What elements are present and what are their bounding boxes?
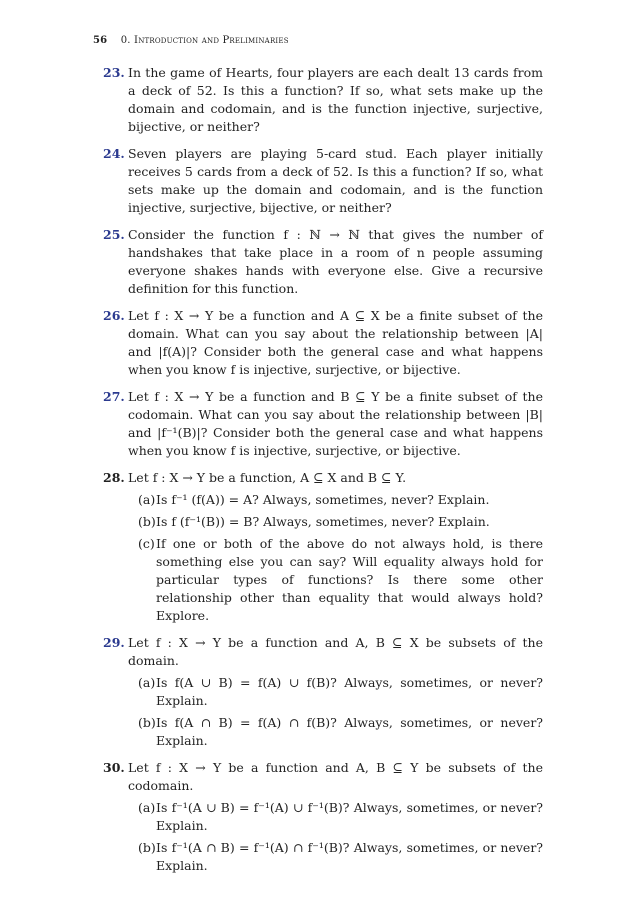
- exercise-part: [128, 714, 543, 750]
- part-text: Is f(A ∪ B) = f(A) ∪ f(B)? Always, sometimes, or never? Explain.: [156, 675, 543, 708]
- exercise-part: [128, 535, 543, 625]
- exercise-list: [103, 64, 543, 884]
- part-text: Is f(A ∩ B) = f(A) ∩ f(B)? Always, sometimes, or never? Explain.: [156, 715, 543, 748]
- exercise-27: [103, 388, 543, 460]
- exercise-number: 24.: [103, 146, 125, 161]
- part-label: (c): [138, 536, 155, 551]
- part-label: (b): [138, 514, 156, 529]
- exercise-part: [128, 513, 543, 531]
- exercise-text: Seven players are playing 5-card stud. Each player initially receives 5 cards from a deck of 52. Is this a function? If so, what sets make up the domain and codomain, and is the function injective, surjective, bijective, or neither?: [128, 146, 543, 215]
- exercise-29: [103, 634, 543, 750]
- exercise-part: [128, 839, 543, 875]
- exercise-part: [128, 674, 543, 710]
- exercise-26: [103, 307, 543, 379]
- exercise-24: [103, 145, 543, 217]
- exercise-text: Let f : X → Y be a function and B ⊆ Y be a finite subset of the codomain. What can you say about the relationship between |B| and |f⁻¹(B)|? Consider both the general case and what happens when you know f is injective, surjective, or bijective.: [128, 389, 543, 458]
- exercise-23: [103, 64, 543, 136]
- exercise-number: 25.: [103, 227, 125, 242]
- exercise-number: 27.: [103, 389, 125, 404]
- exercise-number: 29.: [103, 635, 125, 650]
- exercise-number: 28.: [103, 470, 125, 485]
- part-text: Is f⁻¹ (f(A)) = A? Always, sometimes, never? Explain.: [156, 492, 490, 507]
- exercise-part: [128, 491, 543, 509]
- exercise-text: Let f : X → Y be a function and A, B ⊆ X be subsets of the domain.: [128, 635, 543, 668]
- exercise-number: 30.: [103, 760, 125, 775]
- part-label: (a): [138, 675, 156, 690]
- page-number: 56: [93, 35, 108, 46]
- part-text: Is f⁻¹(A ∩ B) = f⁻¹(A) ∩ f⁻¹(B)? Always, sometimes, or never? Explain.: [156, 840, 543, 873]
- exercise-30: [103, 759, 543, 875]
- part-label: (b): [138, 715, 156, 730]
- exercise-text: Consider the function f : ℕ → ℕ that gives the number of handshakes that take place in a room of n people assuming everyone shakes hands with everyone else. Give a recursive definition for this function.: [128, 227, 543, 296]
- exercise-number: 23.: [103, 65, 125, 80]
- part-text: Is f (f⁻¹(B)) = B? Always, sometimes, never? Explain.: [156, 514, 490, 529]
- exercise-text: Let f : X → Y be a function and A, B ⊆ Y be subsets of the codomain.: [128, 760, 543, 793]
- exercise-text: Let f : X → Y be a function and A ⊆ X be a finite subset of the domain. What can you say about the relationship between |A| and |f(A)|? Consider both the general case and what happens when you know f is injective, surjective, or bijective.: [128, 308, 543, 377]
- exercise-text: Let f : X → Y be a function, A ⊆ X and B ⊆ Y.: [128, 470, 407, 485]
- exercise-28: [103, 469, 543, 625]
- part-label: (a): [138, 800, 156, 815]
- running-header: [93, 35, 289, 46]
- part-label: (b): [138, 840, 156, 855]
- part-text: Is f⁻¹(A ∪ B) = f⁻¹(A) ∪ f⁻¹(B)? Always, sometimes, or never? Explain.: [156, 800, 543, 833]
- chapter-title: 0. Introduction and Preliminaries: [120, 35, 289, 46]
- exercise-part: [128, 799, 543, 835]
- part-label: (a): [138, 492, 156, 507]
- exercise-text: In the game of Hearts, four players are each dealt 13 cards from a deck of 52. Is this a function? If so, what sets make up the domain and codomain, and is the function injective, surjective, bijective, or neither?: [128, 65, 543, 134]
- exercise-25: [103, 226, 543, 298]
- exercise-number: 26.: [103, 308, 125, 323]
- part-text: If one or both of the above do not always hold, is there something else you can say? Will equality always hold for particular types of functions? Is there some other relationship other than equality that would always hold? Explore.: [156, 536, 543, 623]
